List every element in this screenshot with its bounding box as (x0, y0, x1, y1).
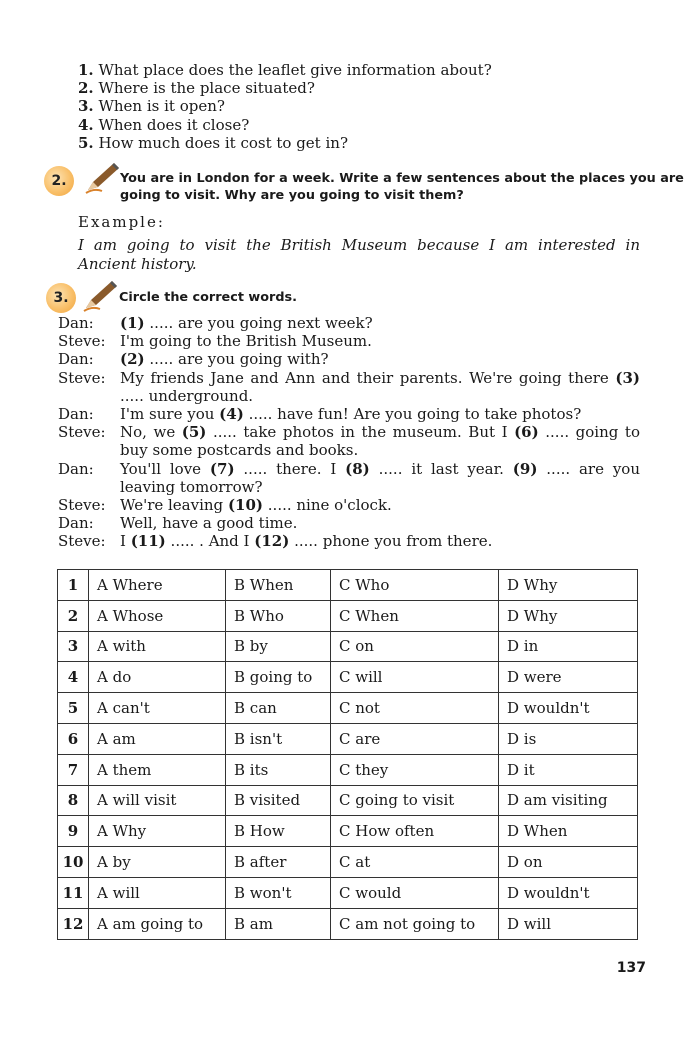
option-cell-b[interactable]: B visited (226, 785, 331, 816)
dialogue-line (58, 460, 640, 496)
gap-number: (4) (219, 405, 244, 424)
option-cell-a[interactable]: A am (89, 723, 226, 754)
speech-text: ..... there. I (234, 459, 346, 478)
gap-number: (11) (130, 532, 166, 551)
table-row (58, 908, 638, 939)
table-row (58, 693, 638, 724)
question-item (78, 61, 492, 79)
dialogue-speaker: Steve: (58, 332, 106, 351)
speech-text: ..... have fun! Are you going to take photos? (243, 405, 582, 424)
task-2-badge: 2. (44, 166, 74, 196)
speech-text: ..... phone you from there. (289, 532, 493, 551)
question-text: Where is the place situated? (98, 79, 315, 98)
option-cell-d[interactable]: D wouldn't (499, 877, 638, 908)
dialogue-line (58, 350, 640, 368)
option-cell-c[interactable]: C are (331, 723, 499, 754)
dialogue-speech (120, 369, 640, 405)
option-cell-b[interactable]: B When (226, 570, 331, 601)
table-row (58, 785, 638, 816)
dialogue-speaker: Dan: (58, 405, 94, 424)
speech-text: ..... take photos in the museum. But I (206, 423, 515, 442)
option-cell-d[interactable]: D wouldn't (499, 693, 638, 724)
option-cell-a[interactable]: A Where (89, 570, 226, 601)
option-cell-a[interactable]: A with (89, 631, 226, 662)
speech-text: ..... it last year. (369, 459, 513, 478)
dialogue-speaker: Dan: (58, 314, 94, 332)
option-cell-a[interactable]: A will (89, 877, 226, 908)
table-row (58, 877, 638, 908)
option-cell-b[interactable]: B by (226, 631, 331, 662)
dialogue-line (58, 369, 640, 405)
row-number-cell: 9 (58, 816, 89, 847)
row-number-cell: 10 (58, 847, 89, 878)
page-number: 137 (616, 960, 646, 976)
gap-number: (8) (345, 459, 370, 478)
dialogue-speech (120, 314, 640, 332)
speech-text: ..... are you leaving tomorrow? (120, 459, 640, 496)
row-number-cell: 4 (58, 662, 89, 693)
option-cell-d[interactable]: D Why (499, 570, 638, 601)
dialogue-speaker: Steve: (58, 368, 106, 387)
table-row (58, 662, 638, 693)
option-cell-c[interactable]: C not (331, 693, 499, 724)
row-number-cell: 2 (58, 600, 89, 631)
dialogue-speech (120, 350, 640, 368)
row-number-cell: 3 (58, 631, 89, 662)
gap-number: (10) (227, 496, 264, 515)
option-cell-b[interactable]: B won't (226, 877, 331, 908)
option-cell-d[interactable]: D in (499, 631, 638, 662)
dialogue-speech (120, 423, 640, 459)
dialogue-speaker: Steve: (58, 532, 106, 551)
dialogue-speech (120, 405, 640, 423)
option-cell-a[interactable]: A them (89, 754, 226, 785)
option-cell-c[interactable]: C How often (331, 816, 499, 847)
dialogue-line (58, 423, 640, 459)
row-number-cell: 1 (58, 570, 89, 601)
option-cell-b[interactable]: B after (226, 847, 331, 878)
option-cell-c[interactable]: C am not going to (331, 908, 499, 939)
option-cell-a[interactable]: A by (89, 847, 226, 878)
question-text: What place does the leaflet give information about? (98, 61, 492, 79)
dialogue-speaker: Dan: (58, 514, 94, 533)
option-cell-b[interactable]: B isn't (226, 723, 331, 754)
table-row (58, 754, 638, 785)
gap-number: (2) (120, 350, 145, 369)
option-cell-a[interactable]: A do (89, 662, 226, 693)
speech-text: I (120, 532, 131, 551)
speech-text: ..... underground. (120, 386, 254, 405)
gap-number: (9) (512, 459, 538, 478)
dialogue-speech (120, 514, 640, 532)
question-list (78, 61, 492, 152)
row-number-cell: 7 (58, 754, 89, 785)
row-number-cell: 5 (58, 693, 89, 724)
speech-text: I'm sure you (120, 405, 220, 424)
pencil-icon (84, 160, 122, 194)
option-cell-b[interactable]: B going to (226, 662, 331, 693)
dialogue-line (58, 532, 640, 550)
task-3-instruction: Circle the correct words. (119, 290, 297, 305)
option-cell-c[interactable]: C going to visit (331, 785, 499, 816)
option-cell-c[interactable]: C When (331, 600, 499, 631)
gap-number: (1) (120, 314, 145, 332)
option-cell-d[interactable]: D When (499, 816, 638, 847)
speech-text: ..... . And I (165, 532, 255, 551)
speech-text: ..... going to buy some postcards and books. (120, 423, 640, 460)
option-cell-d[interactable]: D were (499, 662, 638, 693)
dialogue-speaker: Dan: (58, 350, 94, 369)
option-cell-b[interactable]: B am (226, 908, 331, 939)
option-cell-a[interactable]: A Whose (89, 600, 226, 631)
option-cell-a[interactable]: A can't (89, 693, 226, 724)
example-text: I am going to visit the British Museum because I am interested in Ancient history. (78, 236, 640, 273)
option-cell-d[interactable]: D Why (499, 600, 638, 631)
dialogue-line (58, 314, 640, 332)
option-cell-d[interactable]: D it (499, 754, 638, 785)
dialogue-speech (120, 496, 640, 514)
gap-number: (12) (254, 532, 290, 551)
question-number: 1. (78, 61, 94, 79)
dialogue-speech (120, 332, 640, 350)
table-row (58, 847, 638, 878)
speech-text: ..... are you going next week? (144, 314, 373, 332)
option-cell-b[interactable]: B can (226, 693, 331, 724)
table-row (58, 816, 638, 847)
dialogue-line (58, 496, 640, 514)
question-item (78, 97, 492, 115)
task-2-instruction-line-1: You are in London for a week. Write a few sentences about the places you are (120, 171, 684, 186)
option-cell-d[interactable]: D will (499, 908, 638, 939)
row-number-cell: 12 (58, 908, 89, 939)
pencil-icon (82, 278, 120, 312)
dialogue-speaker: Steve: (58, 423, 106, 442)
table-row (58, 570, 638, 601)
task-3-badge: 3. (46, 283, 76, 313)
dialogue-speech (120, 460, 640, 496)
question-text: How much does it cost to get in? (98, 133, 348, 152)
option-cell-c[interactable]: C at (331, 847, 499, 878)
speech-text: No, we (120, 423, 182, 442)
option-cell-c[interactable]: C Who (331, 570, 499, 601)
option-cell-c[interactable]: C will (331, 662, 499, 693)
option-cell-c[interactable]: C they (331, 754, 499, 785)
example-label: Example: (78, 213, 165, 231)
option-cell-a[interactable]: A will visit (89, 785, 226, 816)
option-cell-b[interactable]: B Who (226, 600, 331, 631)
option-cell-b[interactable]: B its (226, 754, 331, 785)
option-cell-c[interactable]: C on (331, 631, 499, 662)
gap-number: (6) (514, 423, 539, 442)
speech-text: ..... are you going with? (144, 350, 329, 369)
question-text: When does it close? (98, 115, 250, 134)
option-cell-b[interactable]: B How (226, 816, 331, 847)
question-text: When is it open? (98, 97, 225, 116)
option-cell-d[interactable]: D on (499, 847, 638, 878)
speech-text: ..... nine o'clock. (263, 496, 392, 515)
dialogue-speaker: Dan: (58, 459, 94, 478)
table-row (58, 631, 638, 662)
dialogue-line (58, 405, 640, 423)
option-cell-d[interactable]: D is (499, 723, 638, 754)
gap-number: (7) (209, 459, 235, 478)
task-2-instruction-line-2: going to visit. Why are you going to visit them? (120, 188, 464, 203)
question-number: 3. (78, 97, 94, 116)
row-number-cell: 8 (58, 785, 89, 816)
speech-text: Well, have a good time. (120, 514, 298, 533)
row-number-cell: 11 (58, 877, 89, 908)
question-item (78, 79, 492, 97)
table-row (58, 723, 638, 754)
dialogue-speech (120, 532, 640, 550)
question-number: 5. (78, 133, 94, 152)
speech-text: You'll love (120, 459, 210, 478)
speech-text: My friends Jane and Ann and their parents. We're going there (120, 368, 616, 387)
dialogue (58, 314, 640, 551)
speech-text: I'm going to the British Museum. (120, 332, 372, 351)
answer-table (57, 569, 638, 940)
row-number-cell: 6 (58, 723, 89, 754)
option-cell-d[interactable]: D am visiting (499, 785, 638, 816)
question-item (78, 134, 492, 152)
table-row (58, 600, 638, 631)
question-item (78, 116, 492, 134)
option-cell-c[interactable]: C would (331, 877, 499, 908)
question-number: 4. (78, 115, 94, 134)
dialogue-line (58, 514, 640, 532)
dialogue-line (58, 332, 640, 350)
option-cell-a[interactable]: A Why (89, 816, 226, 847)
gap-number: (5) (181, 423, 207, 442)
gap-number: (3) (615, 368, 640, 387)
dialogue-speaker: Steve: (58, 496, 106, 515)
speech-text: We're leaving (120, 496, 228, 515)
question-number: 2. (78, 79, 94, 98)
option-cell-a[interactable]: A am going to (89, 908, 226, 939)
